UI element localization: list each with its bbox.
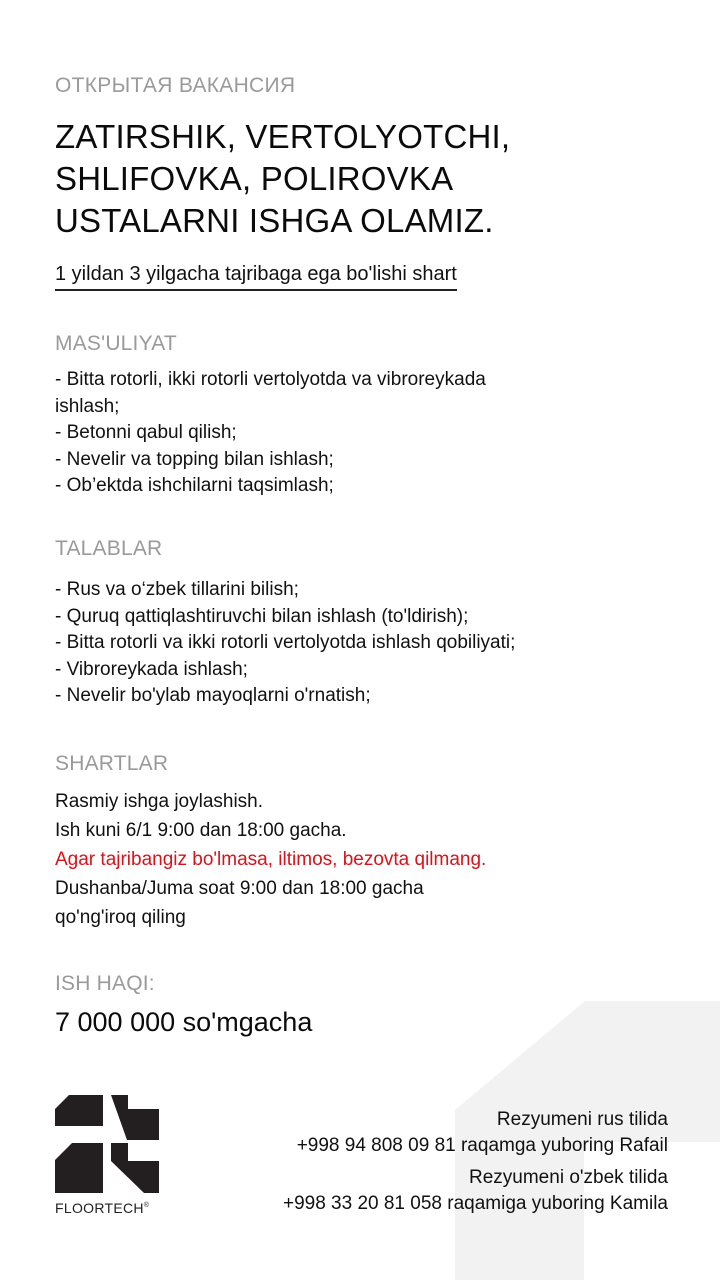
experience-requirement: 1 yildan 3 yilgacha tajribaga ega bo'lishi shart [55,262,457,291]
requirements-list [55,577,695,710]
warning-text: Agar tajribangiz bo'lmasa, iltimos, bezovta qilmang. [55,849,487,870]
list-item: Dushanba/Juma soat 9:00 dan 18:00 gacha [55,878,424,899]
eyebrow-label: ОТКРЫТАЯ ВАКАНСИЯ [55,74,296,97]
contact-phone-line[interactable]: +998 94 808 09 81 raqamga yuboring Rafail [296,1135,668,1156]
list-item: - Rus va o‘zbek tillarini bilish; [55,579,299,600]
list-item: - Bitta rotorli va ikki rotorli vertolyotda ishlash qobiliyati; [55,632,516,653]
floortech-ft-logo-icon [55,1095,159,1193]
vacancy-title [55,116,510,242]
conditions-heading: SHARTLAR [55,752,169,775]
list-item: Rasmiy ishga joylashish. [55,791,264,812]
requirements-heading: TALABLAR [55,537,163,560]
title-line: SHLIFOVKA, POLIROVKA [55,160,454,197]
contact-label: Rezyumeni rus tilida [496,1109,668,1130]
list-item: - Nevelir bo'ylab mayoqlarni o'rnatish; [55,685,371,706]
conditions-list [55,787,695,932]
salary-value: 7 000 000 so'mgacha [55,1007,313,1037]
list-item: - Ob’ektda ishchilarni taqsimlash; [55,475,334,496]
list-item: - Bitta rotorli, ikki rotorli vertolyotda va vibroreykada [55,369,486,390]
list-item: - Betonni qabul qilish; [55,422,237,443]
list-item: Ish kuni 6/1 9:00 dan 18:00 gacha. [55,820,347,841]
contacts-block [283,1107,668,1217]
responsibilities-list [55,367,695,500]
contact-phone-line[interactable]: +998 33 20 81 058 raqamiga yuboring Kamila [282,1193,668,1214]
list-item: - Vibroreykada ishlash; [55,658,248,680]
list-item: - Nevelir va topping bilan ishlash; [55,448,334,470]
title-line: ZATIRSHIK, VERTOLYOTCHI, [55,118,511,155]
salary-heading: ISH HAQI: [55,972,155,995]
responsibilities-heading: MAS'ULIYAT [55,332,177,355]
list-item: qo'ng'iroq qiling [55,907,186,928]
list-item: - Quruq qattiqlashtiruvchi bilan ishlash (to'ldirish); [55,605,469,627]
registered-mark: ® [143,1202,150,1209]
title-line: USTALARNI ISHGA OLAMIZ. [55,202,494,239]
brand-name: FLOORTECH® [55,1200,150,1216]
contact-label: Rezyumeni o'zbek tilida [469,1167,668,1188]
list-item: ishlash; [55,395,120,417]
